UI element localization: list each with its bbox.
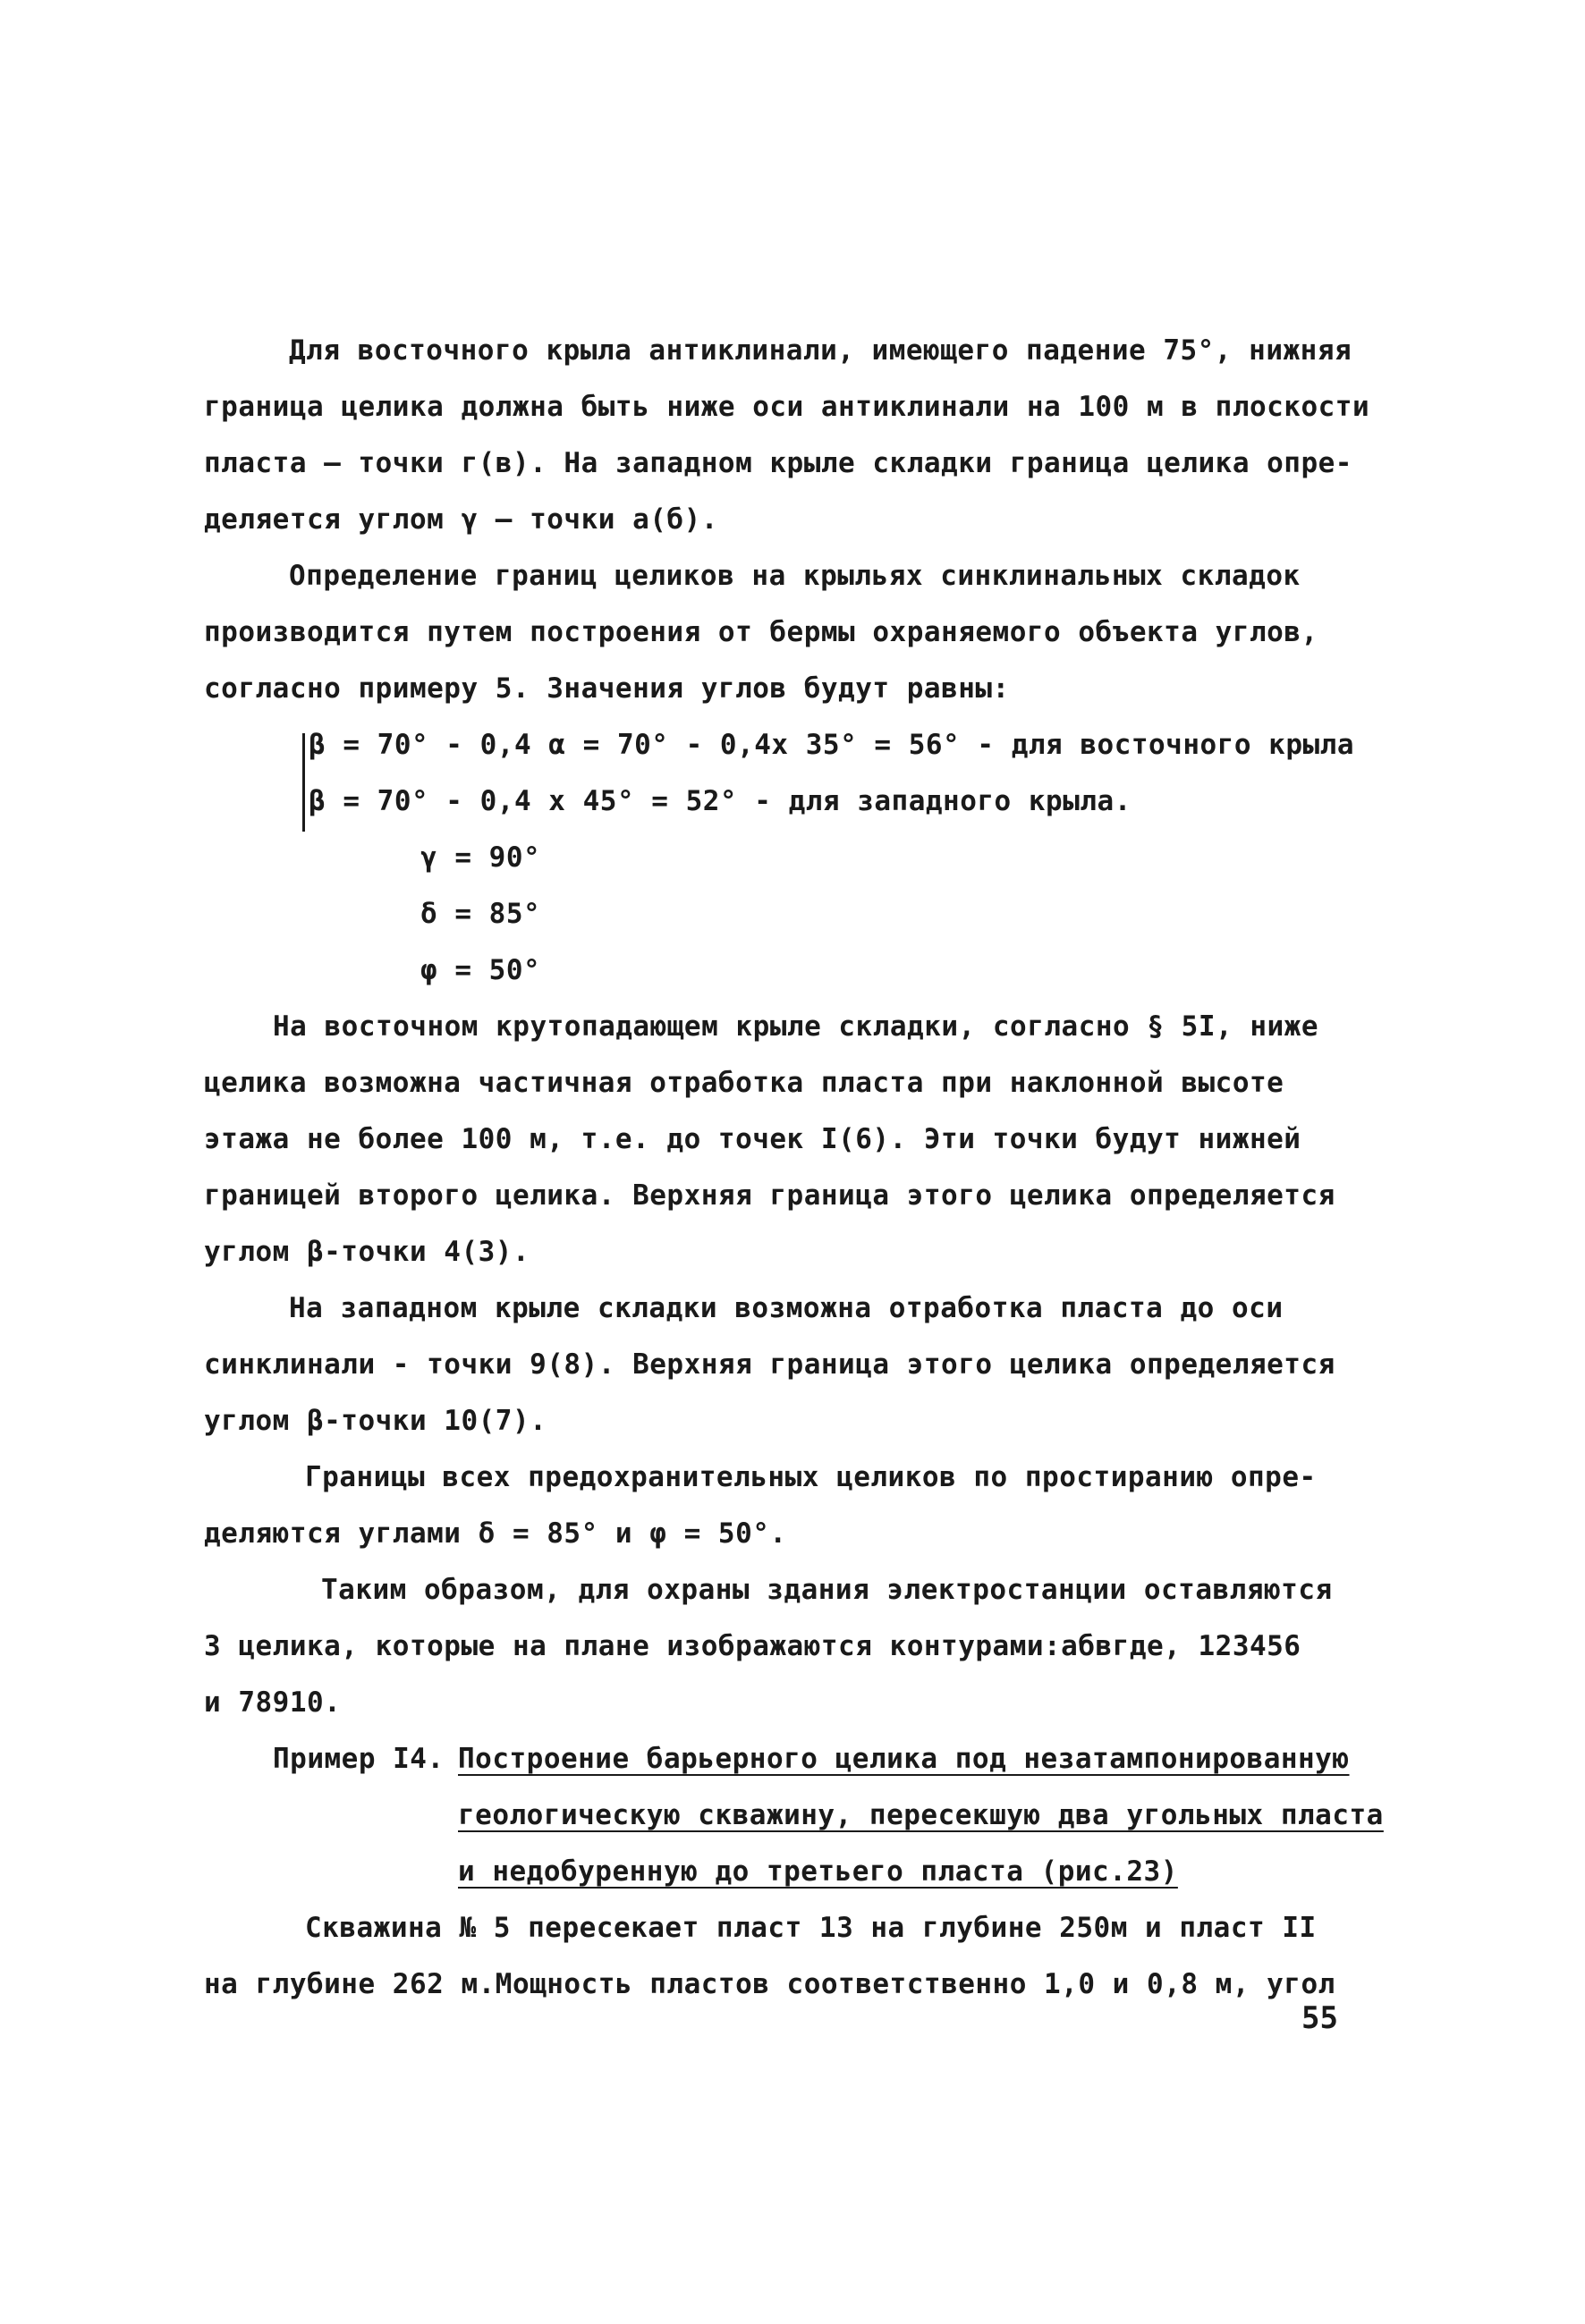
text-line: На западном крыле складки возможна отработка пласта до оси [289,1292,1284,1324]
text-line: углом β-точки 10(7). [204,1405,547,1437]
text-line: углом β-точки 4(3). [204,1236,530,1268]
text-line: производится путем построения от бермы охраняемого объекта углов, [204,616,1318,648]
text-line: согласно примеру 5. Значения углов будут равны: [204,672,1010,705]
example-title-line: Построение барьерного целика под незатампонированную [458,1743,1350,1775]
text-line: на глубине 262 м.Мощность пластов соответственно 1,0 и 0,8 м, угол [204,1968,1335,2000]
page-number: 55 [1301,2000,1338,2036]
text-line: На восточном крутопадающем крыле складки, согласно § 5I, ниже [273,1010,1318,1043]
formula-line: φ = 50° [420,954,541,986]
text-line: Определение границ целиков на крыльях синклинальных складок [289,560,1301,592]
example-title-line: геологическую скважину, пересекшую два угольных пласта [458,1799,1384,1831]
formula-line: δ = 85° [420,898,541,930]
text-line: 3 целика, которые на плане изображаются контурами:абвгде, 123456 [204,1630,1301,1662]
text-line: Для восточного крыла антиклинали, имеющего падение 75°, нижняя [289,334,1352,367]
formula-line: β = 70° - 0,4 х 45° = 52° - для западного крыла. [309,785,1132,817]
example-title-line: и недобуренную до третьего пласта (рис.23) [458,1855,1178,1888]
text-line: деляется углом γ – точки а(б). [204,503,718,536]
formula-line: β = 70° - 0,4 α = 70° - 0,4х 35° = 56° - для восточного крыла [309,729,1354,761]
text-line: Границы всех предохранительных целиков по простиранию опре- [305,1461,1317,1493]
formula-line: γ = 90° [420,841,541,874]
text-line: целика возможна частичная отработка пласта при наклонной высоте [204,1067,1284,1099]
text-line: синклинали - точки 9(8). Верхняя граница этого целика определяется [204,1348,1335,1381]
text-line: Таким образом, для охраны здания электростанции оставляются [321,1574,1333,1606]
text-line: и 78910. [204,1686,342,1719]
text-line: этажа не более 100 м, т.е. до точек I(6). Эти точки будут нижней [204,1123,1301,1155]
text-line: пласта – точки г(в). На западном крыле складки граница целика опре- [204,447,1352,479]
text-line: граница целика должна быть ниже оси антиклинали на 100 м в плоскости [204,391,1370,423]
text-line: Скважина № 5 пересекает пласт 13 на глубине 250м и пласт II [305,1912,1317,1944]
example-label: Пример I4. [273,1743,445,1775]
text-line: границей второго целика. Верхняя граница этого целика определяется [204,1179,1335,1212]
text-line: деляются углами δ = 85° и φ = 50°. [204,1517,787,1550]
